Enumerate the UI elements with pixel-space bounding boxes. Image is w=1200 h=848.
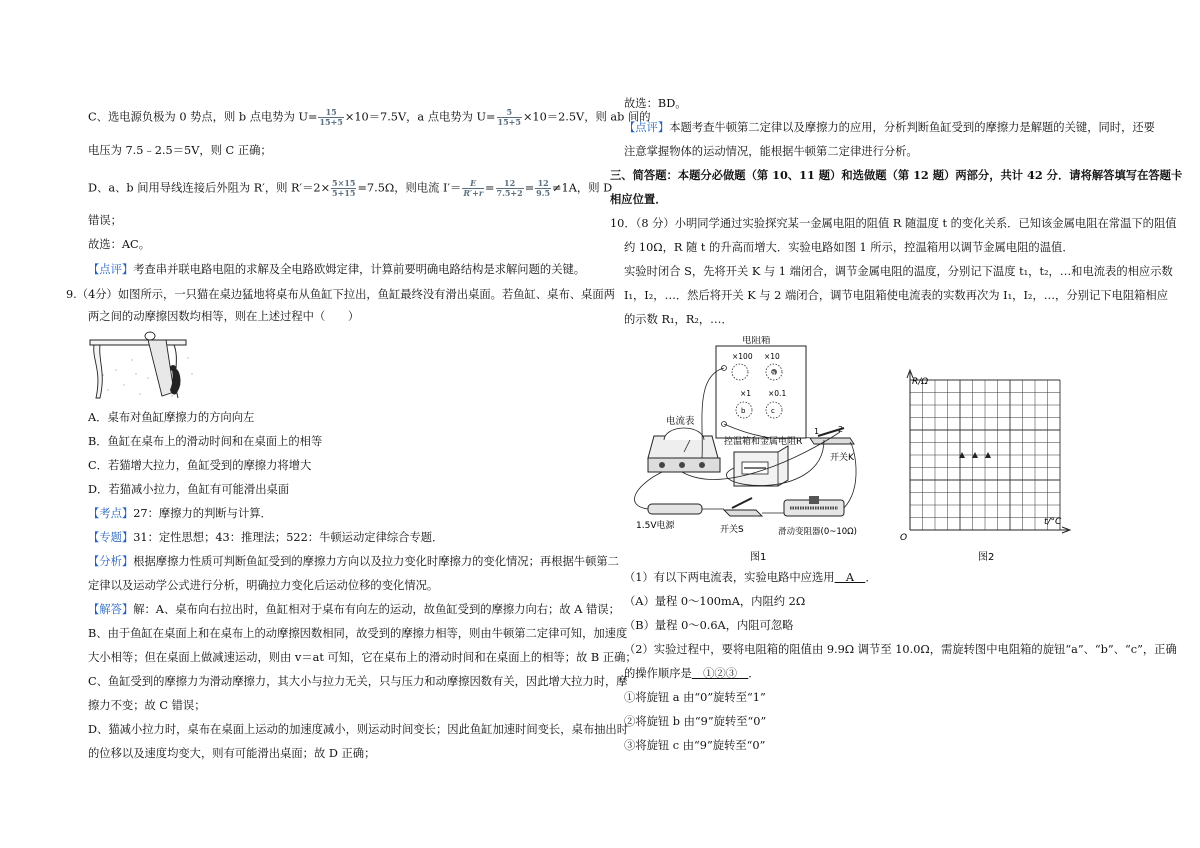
section-3-heading-line1: 三、简答题：本题分必做题（第 10、11 题）和选做题（第 12 题）两部分，共计 42 分．请将解答填写在答题卡: [610, 168, 1183, 182]
switch-k-label: 开关K: [830, 453, 854, 463]
dial-x100-icon: [732, 364, 748, 380]
resistance-box: [716, 346, 806, 438]
solution-c-line2: 电压为 7.5﹣2.5＝5V，则 C 正确；: [88, 144, 272, 157]
switch-k-icon: [810, 438, 854, 444]
q10-option-a: （A）量程 0～100mA，内阻约 2Ω: [624, 595, 806, 608]
jieda-line3: 大小相等；但在桌面上做减速运动，则由 v＝at 可知，它在桌布上的滑动时间和在桌面上的相等；故 B 正确；: [88, 651, 637, 664]
circuit-figure: [624, 336, 894, 566]
q10-option-b: （B）量程 0～0.6A，内阻可忽略: [624, 619, 794, 632]
ammeter-label: 电流表: [666, 416, 695, 427]
cat-table-figure: [88, 330, 200, 402]
fraction: $\frac{15}{15+5}$: [319, 107, 343, 127]
comment-q9-line2: 注意掌握物体的运动情况，能根据牛顿第二定律进行分析。: [624, 145, 918, 158]
q10-part2-line1: （2）实验过程中，要将电阻箱的阻值由 9.9Ω 调节至 10.0Ω，需旋转图中电阻箱的旋钮“a”、“b”、“c”，正确: [624, 643, 1177, 656]
knob-c-label: c: [771, 407, 775, 415]
resistance-box-label: 电阻箱: [742, 336, 771, 346]
jieda-line6: D、猫减小拉力时，桌布在桌面上运动的加速度减小，则运动时间变长；因此鱼缸加速时间变长，桌布抽出时: [88, 723, 629, 736]
origin-label: O: [900, 533, 908, 543]
r-t-graph: [896, 336, 1076, 566]
dial-label-x1: ×1: [740, 389, 752, 398]
question-9-line2: 两之间的动摩擦因数均相等，则在上述过程中（ ）: [88, 310, 360, 323]
option-c: C．若猫增大拉力，鱼缸受到的摩擦力将增大: [88, 459, 312, 472]
option-a: A．桌布对鱼缸摩擦力的方向向左: [88, 411, 255, 424]
question-10-line1: 10．（8 分）小明同学通过实验探究某一金属电阻的阻值 R 随温度 t 的变化关系．已知该金属电阻在常温下的阻值: [610, 217, 1177, 230]
kaodian: 【考点】27：摩擦力的判断与计算．: [88, 507, 272, 520]
x-axis-label: t/°C: [1044, 517, 1062, 527]
graph-grid: [910, 380, 1060, 530]
switch-k-terminal-1: 1: [814, 427, 820, 436]
battery-label: 1.5V电源: [636, 521, 675, 531]
switch-s-label: 开关S: [720, 525, 744, 535]
figure-2-caption: 图2: [978, 552, 995, 563]
jieda-line7: 的位移以及速度均变大，则有可能滑出桌面；故 D 正确；: [88, 747, 376, 760]
dial-label-x10: ×10: [764, 352, 780, 361]
battery-icon: [648, 504, 702, 514]
jieda-line2: B、由于鱼缸在桌面上和在桌布上的动摩擦因数相同，故受到的摩擦力相等，则由牛顿第二定律可知，加速度: [88, 627, 628, 640]
section-3-heading-line2: 相应位置．: [610, 192, 667, 206]
knob-a-label: a: [771, 369, 776, 377]
zhuanti: 【专题】31：定性思想；43：推理法；522：牛顿运动定律综合专题．: [88, 531, 444, 544]
q10-part2-line2: 的操作顺序是 ①②③ ．: [624, 667, 760, 680]
dial-label-x01: ×0.1: [768, 389, 787, 398]
rheostat-label: 滑动变阻器(0~10Ω): [778, 527, 857, 537]
jieda-line4: C、鱼缸受到的摩擦力为滑动摩擦力，其大小与拉力无关，只与压力和动摩擦因数有关，因此增大拉力时，摩: [88, 675, 628, 688]
question-10-line2: 约 10Ω，R 随 t 的升高而增大．实验电路如图 1 所示，控温箱用以调节金属电阻的温值．: [624, 241, 1074, 254]
knob-b-label: b: [741, 407, 746, 415]
question-10-line4: I₁，I₂，…．然后将开关 K 与 2 端闭合，调节电阻箱使电流表的实数再次为 I₁，I₂，…，分别记下电阻箱相应: [624, 289, 1169, 302]
question-10-line5: 的示数 R₁，R₂，…．: [624, 313, 733, 326]
figure-1-caption: 图1: [750, 552, 767, 563]
answer-q8: 故选：AC。: [88, 238, 150, 251]
solution-c-line1: C、选电源负极为 0 势点，则 b 点电势为 U= $\frac{15}{15+5}$ ×10＝7.5V，a 点电势为 U= $\frac{5}{15+5}$ ×10＝2.5V，则 ab 间的: [88, 107, 651, 127]
fraction: $\frac{5}{15+5}$: [497, 107, 521, 127]
dial-label-x100: ×100: [732, 352, 753, 361]
switch-s-icon: [724, 510, 762, 516]
step-3: ③将旋钮 c 由“9”旋转至“0”: [624, 739, 766, 752]
fenxi-line1: 【分析】根据摩擦力性质可判断鱼缸受到的摩擦力方向以及拉力变化时摩擦力的变化情况；再根据牛顿第二: [88, 555, 619, 568]
jieda-line5: 擦力不变；故 C 错误；: [88, 699, 206, 712]
comment-q8: 【点评】考查串并联电路电阻的求解及全电路欧姆定律，计算前要明确电路结构是求解问题的关键。: [88, 263, 586, 276]
question-10-line3: 实验时闭合 S，先将开关 K 与 1 端闭合，调节金属电阻的温度，分别记下温度 t₁，t₂，…和电流表的相应示数: [624, 265, 1173, 278]
comment-q9-line1: 【点评】本题考查牛顿第二定律以及摩擦力的应用，分析判断鱼缸受到的摩擦力是解题的关键，同时，还要: [624, 121, 1155, 134]
option-b: B．鱼缸在桌布上的滑动时间和在桌面上的相等: [88, 435, 323, 448]
solution-d-line1: D、a、b 间用导线连接后外阻为 R′，则 R′＝2× $\frac{5\times 15}{5+15}$ =7.5Ω，则电流 I′＝ $\frac{E}{R'+r}$ = $\frac{12}{7.5+2}$ = $\frac{12}{9.5}$ ≠1A，则 D: [88, 178, 613, 198]
q10-part1: （1）有以下两电流表，实验电路中应选用 A ．: [624, 571, 877, 584]
y-axis-label: R/Ω: [912, 377, 929, 387]
step-2: ②将旋钮 b 由“9”旋转至“0”: [624, 715, 767, 728]
option-d: D．若猫减小拉力，鱼缸有可能滑出桌面: [88, 483, 290, 496]
fenxi-line2: 定律以及运动学公式进行分析，明确拉力变化后运动位移的变化情况。: [88, 579, 439, 592]
step-1: ①将旋钮 a 由“0”旋转至“1”: [624, 691, 766, 704]
answer-q9: 故选：BD。: [624, 97, 687, 110]
chamber-label: 控温箱和金属电阻R: [724, 437, 803, 447]
solution-d-line2: 错误；: [88, 214, 122, 227]
question-9-line1: 9.（4分）如图所示，一只猫在桌边猛地将桌布从鱼缸下拉出，鱼缸最终没有滑出桌面。若鱼缸、桌布、桌面两: [66, 288, 615, 301]
jieda-line1: 【解答】解：A、桌布向右拉出时，鱼缸相对于桌布有向左的运动，故鱼缸受到的摩擦力向右；故 A 错误；: [88, 603, 620, 616]
